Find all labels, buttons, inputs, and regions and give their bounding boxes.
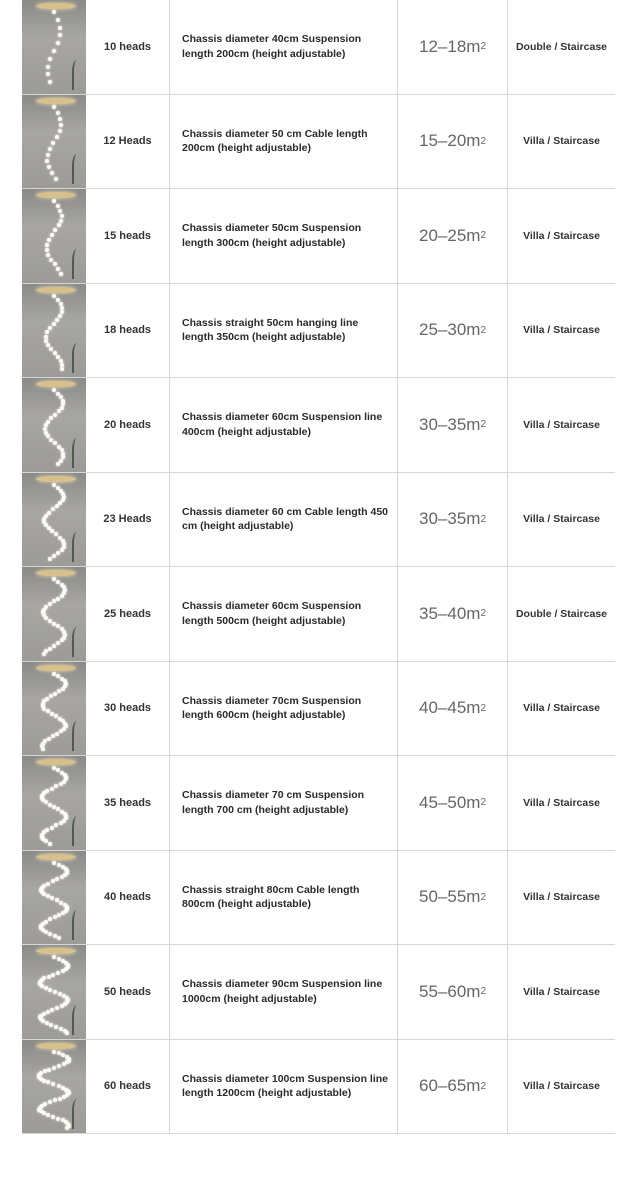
light-bulb-icon [46,343,50,347]
light-bulb-icon [47,975,51,979]
light-bulb-icon [54,784,58,788]
area-value: 50–55m [419,887,481,907]
area-superscript: 2 [480,135,486,147]
head-count: 40 heads [86,851,170,945]
ceiling-plate-icon [36,476,76,482]
area-value: 35–40m [419,603,481,623]
head-count: 20 heads [86,378,170,472]
light-bulb-icon [60,594,64,598]
light-bulb-icon [45,1021,49,1025]
ceiling-plate-icon [36,570,76,576]
area-superscript: 2 [480,702,486,714]
light-bulb-icon [48,57,52,61]
usage-type: Villa / Staircase [523,1080,600,1093]
usage-type: Villa / Staircase [523,513,600,526]
product-thumbnail [22,662,86,756]
area-superscript: 2 [480,608,486,620]
head-count: 12 Heads [86,95,170,189]
light-bulb-icon [48,932,52,936]
light-bulb-icon [65,1031,69,1035]
plant-icon [72,249,84,279]
light-bulb-icon [41,747,45,751]
product-thumbnail [22,284,86,378]
light-bulb-icon [58,314,62,318]
light-bulb-icon [59,782,63,786]
light-bulb-icon [57,1084,61,1088]
plant-icon [72,1099,84,1129]
area-range [398,851,508,945]
light-bulb-icon [46,894,50,898]
light-bulb-icon [48,842,52,846]
area-range [398,945,508,1039]
light-bulb-icon [55,135,59,139]
area-range [398,0,508,94]
area-value: 30–35m [419,414,481,434]
light-bulb-icon [45,330,49,334]
spec-description: Chassis diameter 90cm Suspension line 1000cm (height adjustable) [170,945,398,1039]
light-bulb-icon [48,647,52,651]
spec-description: Chassis diameter 70cm Suspension length 600cm (height adjustable) [170,662,398,756]
head-count: 50 heads [86,945,170,1039]
area-range [398,567,508,661]
light-bulb-icon [52,554,56,558]
head-count: 18 heads [86,284,170,378]
head-count: 30 heads [86,662,170,756]
light-bulb-icon [47,737,51,741]
light-bulb-icon [54,823,58,827]
light-bulb-icon [49,1023,53,1027]
area-superscript: 2 [480,513,486,525]
light-bulb-icon [42,652,46,656]
light-bulb-icon [56,204,60,208]
product-thumbnail [22,473,86,567]
light-bulb-icon [63,1002,67,1006]
spec-description: Chassis diameter 50 cm Cable length 200cm (height adjustable) [170,95,398,189]
light-bulb-icon [59,123,63,127]
area-superscript: 2 [480,986,486,998]
usage-type: Villa / Staircase [523,229,600,242]
light-bulb-icon [48,80,52,84]
light-bulb-icon [57,913,61,917]
light-bulb-icon [51,507,55,511]
light-bulb-icon [58,117,62,121]
plant-icon [72,154,84,184]
light-bulb-icon [59,729,63,733]
spec-description: Chassis diameter 60cm Suspension length 500cm (height adjustable) [170,567,398,661]
light-bulb-icon [62,1095,66,1099]
head-count: 23 Heads [86,473,170,567]
light-bulb-icon [49,694,53,698]
plant-icon [72,532,84,562]
light-bulb-icon [48,917,52,921]
light-bulb-icon [52,1050,56,1054]
light-bulb-icon [61,969,65,973]
light-bulb-icon [46,65,50,69]
plant-icon [72,816,84,846]
light-bulb-icon [46,1010,50,1014]
area-range [398,189,508,283]
light-bulb-icon [61,911,65,915]
light-bulb-icon [48,557,52,561]
table-row [22,95,615,190]
light-bulb-icon [58,209,62,213]
plant-icon [72,60,84,90]
light-bulb-icon [47,165,51,169]
spec-table [22,0,615,1134]
area-value: 20–25m [419,225,481,245]
usage-type: Villa / Staircase [523,135,600,148]
light-bulb-icon [46,72,50,76]
usage-type: Double / Staircase [515,607,608,620]
usage-type: Double / Staircase [515,40,608,53]
usage-type: Villa / Staircase [523,702,600,715]
area-value: 25–30m [419,320,481,340]
light-bulb-icon [45,828,49,832]
area-superscript: 2 [480,230,486,242]
light-bulb-icon [50,826,54,830]
light-bulb-icon [59,219,63,223]
light-bulb-icon [47,1068,51,1072]
light-bulb-icon [51,1082,55,1086]
light-bulb-icon [43,1069,47,1073]
light-bulb-icon [56,41,60,45]
light-bulb-icon [55,877,59,881]
area-range [398,378,508,472]
area-superscript: 2 [480,419,486,431]
light-bulb-icon [55,318,59,322]
light-bulb-icon [56,267,60,271]
product-thumbnail [22,95,86,189]
spec-description: Chassis diameter 60cm Suspension line 400cm (height adjustable) [170,378,398,472]
light-bulb-icon [55,1006,59,1010]
light-bulb-icon [53,934,57,938]
spec-description: Chassis diameter 50cm Suspension length 300cm (height adjustable) [170,189,398,283]
light-bulb-icon [56,551,60,555]
light-bulb-icon [46,1080,50,1084]
light-bulb-icon [51,973,55,977]
area-value: 60–65m [419,1076,481,1096]
light-bulb-icon [55,898,59,902]
light-bulb-icon [58,501,62,505]
light-bulb-icon [53,990,57,994]
ceiling-plate-icon [36,759,76,765]
area-range [398,95,508,189]
light-bulb-icon [52,322,56,326]
light-bulb-icon [60,214,64,218]
area-superscript: 2 [480,891,486,903]
plant-icon [72,910,84,940]
spec-description: Chassis straight 50cm hanging line length 350cm (height adjustable) [170,284,398,378]
light-bulb-icon [57,689,61,693]
light-bulb-icon [50,787,54,791]
light-bulb-icon [46,153,50,157]
light-bulb-icon [52,10,56,14]
ceiling-plate-icon [36,1043,76,1049]
light-bulb-icon [45,159,49,163]
light-bulb-icon [54,1025,58,1029]
light-bulb-icon [51,879,55,883]
ceiling-plate-icon [36,192,76,198]
spec-description: Chassis diameter 70 cm Suspension length 700 cm (height adjustable) [170,756,398,850]
light-bulb-icon [46,253,50,257]
area-value: 55–60m [419,981,481,1001]
head-count: 10 heads [86,0,170,94]
area-value: 12–18m [419,36,481,56]
light-bulb-icon [52,644,56,648]
light-bulb-icon [53,228,57,232]
table-row [22,473,615,568]
head-count: 15 heads [86,189,170,283]
ceiling-plate-icon [36,98,76,104]
product-thumbnail [22,567,86,661]
light-bulb-icon [53,262,57,266]
light-bulb-icon [52,1066,56,1070]
light-bulb-icon [45,243,49,247]
product-thumbnail [22,851,86,945]
light-bulb-icon [57,409,61,413]
product-thumbnail [22,756,86,850]
light-bulb-icon [48,602,52,606]
light-bulb-icon [56,298,60,302]
light-bulb-icon [48,147,52,151]
plant-icon [72,627,84,657]
light-bulb-icon [46,1113,50,1117]
light-bulb-icon [61,687,65,691]
light-bulb-icon [58,129,62,133]
spec-description: Chassis diameter 100cm Suspension line length 1200cm (height adjustable) [170,1040,398,1134]
area-range [398,1040,508,1134]
head-count: 35 heads [86,756,170,850]
usage-type: Villa / Staircase [523,985,600,998]
light-bulb-icon [49,416,53,420]
product-thumbnail [22,189,86,283]
light-bulb-icon [60,875,64,879]
light-bulb-icon [58,26,62,30]
head-count: 60 heads [86,1040,170,1134]
light-bulb-icon [46,709,50,713]
light-bulb-icon [56,462,60,466]
table-row [22,189,615,284]
plant-icon [72,1005,84,1035]
light-bulb-icon [52,861,56,865]
light-bulb-icon [52,955,56,959]
light-bulb-icon [52,388,56,392]
light-bulb-icon [48,326,52,330]
area-superscript: 2 [480,41,486,53]
area-superscript: 2 [480,1080,486,1092]
light-bulb-icon [53,915,57,919]
usage-type: Villa / Staircase [523,891,600,904]
light-bulb-icon [45,248,49,252]
light-bulb-icon [56,597,60,601]
light-bulb-icon [56,971,60,975]
area-value: 15–20m [419,131,481,151]
spec-description: Chassis diameter 40cm Suspension length 200cm (height adjustable) [170,0,398,94]
light-bulb-icon [56,18,60,22]
area-range [398,284,508,378]
light-bulb-icon [59,272,63,276]
ceiling-plate-icon [36,3,76,9]
light-bulb-icon [52,805,56,809]
spec-description: Chassis straight 80cm Cable length 800cm (height adjustable) [170,851,398,945]
ceiling-plate-icon [36,854,76,860]
light-bulb-icon [53,413,57,417]
plant-icon [72,438,84,468]
area-range [398,662,508,756]
light-bulb-icon [57,223,61,227]
table-row [22,0,615,95]
light-bulb-icon [51,734,55,738]
light-bulb-icon [43,1102,47,1106]
light-bulb-icon [51,1115,55,1119]
light-bulb-icon [48,803,52,807]
ceiling-plate-icon [36,948,76,954]
light-bulb-icon [62,1062,66,1066]
light-bulb-icon [60,1004,64,1008]
table-row [22,662,615,757]
light-bulb-icon [60,367,64,371]
light-bulb-icon [44,335,48,339]
light-bulb-icon [50,233,54,237]
light-bulb-icon [52,105,56,109]
plant-icon [72,343,84,373]
ceiling-plate-icon [36,381,76,387]
area-value: 30–35m [419,509,481,529]
light-bulb-icon [54,177,58,181]
light-bulb-icon [46,882,50,886]
light-bulb-icon [45,789,49,793]
product-thumbnail [22,0,86,94]
light-bulb-icon [65,1126,69,1130]
area-value: 45–50m [419,792,481,812]
area-superscript: 2 [480,797,486,809]
ceiling-plate-icon [36,665,76,671]
light-bulb-icon [58,33,62,37]
light-bulb-icon [47,238,51,242]
light-bulb-icon [59,821,63,825]
table-row [22,851,615,946]
light-bulb-icon [49,258,53,262]
light-bulb-icon [60,638,64,642]
table-row [22,378,615,473]
plant-icon [72,721,84,751]
light-bulb-icon [55,732,59,736]
light-bulb-icon [55,504,59,508]
product-thumbnail [22,945,86,1039]
product-thumbnail [22,1040,86,1134]
light-bulb-icon [57,1051,61,1055]
light-bulb-icon [60,548,64,552]
light-bulb-icon [57,936,61,940]
table-row [22,756,615,851]
ceiling-plate-icon [36,287,76,293]
light-bulb-icon [50,171,54,175]
area-superscript: 2 [480,324,486,336]
usage-type: Villa / Staircase [523,418,600,431]
light-bulb-icon [52,766,56,770]
light-bulb-icon [48,988,52,992]
area-value: 40–45m [419,698,481,718]
light-bulb-icon [49,347,53,351]
usage-type: Villa / Staircase [523,796,600,809]
light-bulb-icon [50,1008,54,1012]
light-bulb-icon [57,1064,61,1068]
light-bulb-icon [58,1097,62,1101]
table-row [22,1040,615,1135]
light-bulb-icon [52,599,56,603]
spec-description: Chassis diameter 60 cm Cable length 450 cm (height adjustable) [170,473,398,567]
light-bulb-icon [44,986,48,990]
light-bulb-icon [56,1117,60,1121]
light-bulb-icon [52,49,56,53]
light-bulb-icon [50,896,54,900]
area-range [398,756,508,850]
head-count: 25 heads [86,567,170,661]
product-thumbnail [22,378,86,472]
usage-type: Villa / Staircase [523,324,600,337]
light-bulb-icon [51,141,55,145]
light-bulb-icon [53,1098,57,1102]
light-bulb-icon [48,1100,52,1104]
light-bulb-icon [56,111,60,115]
table-row [22,567,615,662]
light-bulb-icon [53,692,57,696]
table-row [22,945,615,1040]
area-range [398,473,508,567]
light-bulb-icon [52,199,56,203]
table-row [22,284,615,379]
light-bulb-icon [52,294,56,298]
light-bulb-icon [56,641,60,645]
